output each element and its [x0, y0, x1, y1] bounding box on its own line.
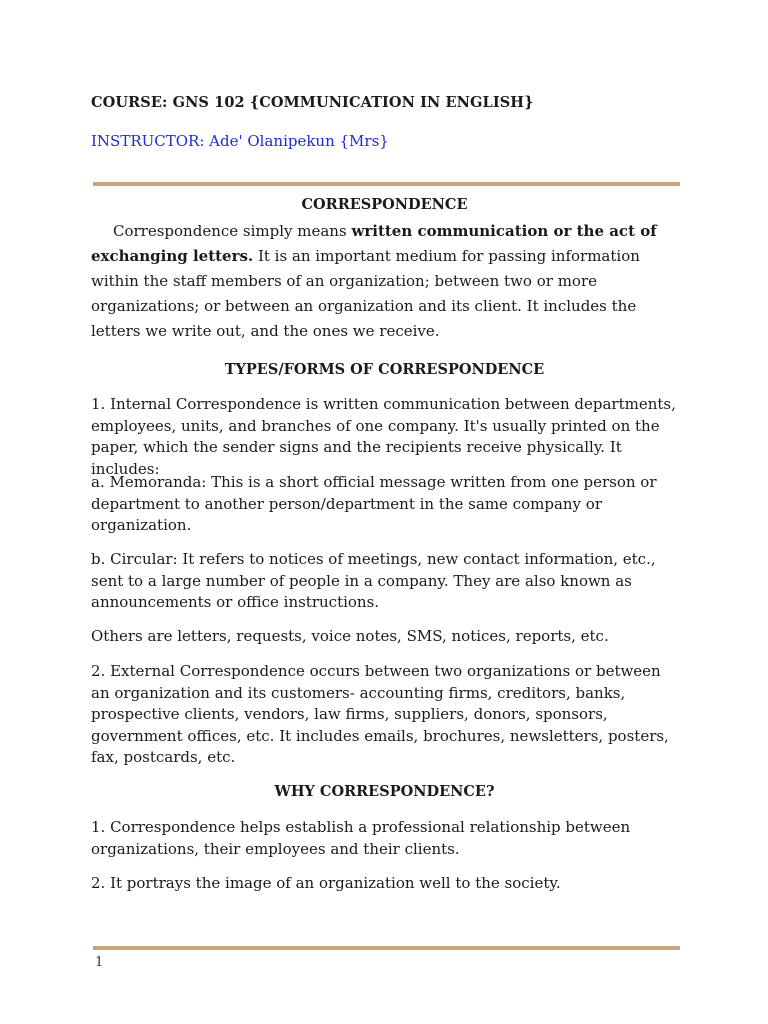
intro-text-rest: It is an important medium for passing information within the staff members of an organization; between two or more organizations; or between an organization and its client. It includes the letters we write out, and the ones we receive.: [91, 247, 640, 340]
paragraph-internal-correspondence: 1. Internal Correspondence is written communication between departments, employees, units, and branches of one company. It's usually printed on the paper, which the sender signs and the recipients receive physically. It includes:: [91, 395, 676, 478]
paragraph-circular: b. Circular: It refers to notices of meetings, new contact information, etc., sent to a large number of people in a company. They are also known as announcements or office instructions.: [91, 550, 656, 611]
header-divider: [93, 182, 680, 186]
paragraph-others: Others are letters, requests, voice notes, SMS, notices, reports, etc.: [91, 627, 609, 645]
intro-text-bold: written communication or the act of exchanging letters.: [91, 222, 657, 265]
section-heading-correspondence: CORRESPONDENCE: [301, 196, 468, 213]
footer-divider: [93, 946, 680, 950]
paragraph-memoranda: a. Memoranda: This is a short official message written from one person or department to another person/department in the same company or organization.: [91, 473, 657, 534]
intro-paragraph: [91, 219, 683, 344]
section-heading-why: WHY CORRESPONDENCE?: [274, 783, 495, 800]
course-title: COURSE: GNS 102 {COMMUNICATION IN ENGLISH}: [91, 94, 534, 111]
intro-text-start: Correspondence simply means: [113, 222, 352, 240]
paragraph-why-2: 2. It portrays the image of an organization well to the society.: [91, 874, 561, 892]
instructor-name: INSTRUCTOR: Ade' Olanipekun {Mrs}: [91, 132, 389, 150]
page-number: 1: [95, 955, 104, 970]
paragraph-external-correspondence: 2. External Correspondence occurs between two organizations or between an organization and its customers- accounting firms, creditors, banks, prospective clients, vendors, law firms, suppliers, donors, sponsors, government offices, etc. It includes emails, brochures, newsletters, posters, fax, postcards, etc.: [91, 662, 669, 766]
paragraph-why-1: 1. Correspondence helps establish a professional relationship between organizations, their employees and their clients.: [91, 818, 631, 858]
section-heading-types: TYPES/FORMS OF CORRESPONDENCE: [224, 361, 545, 378]
